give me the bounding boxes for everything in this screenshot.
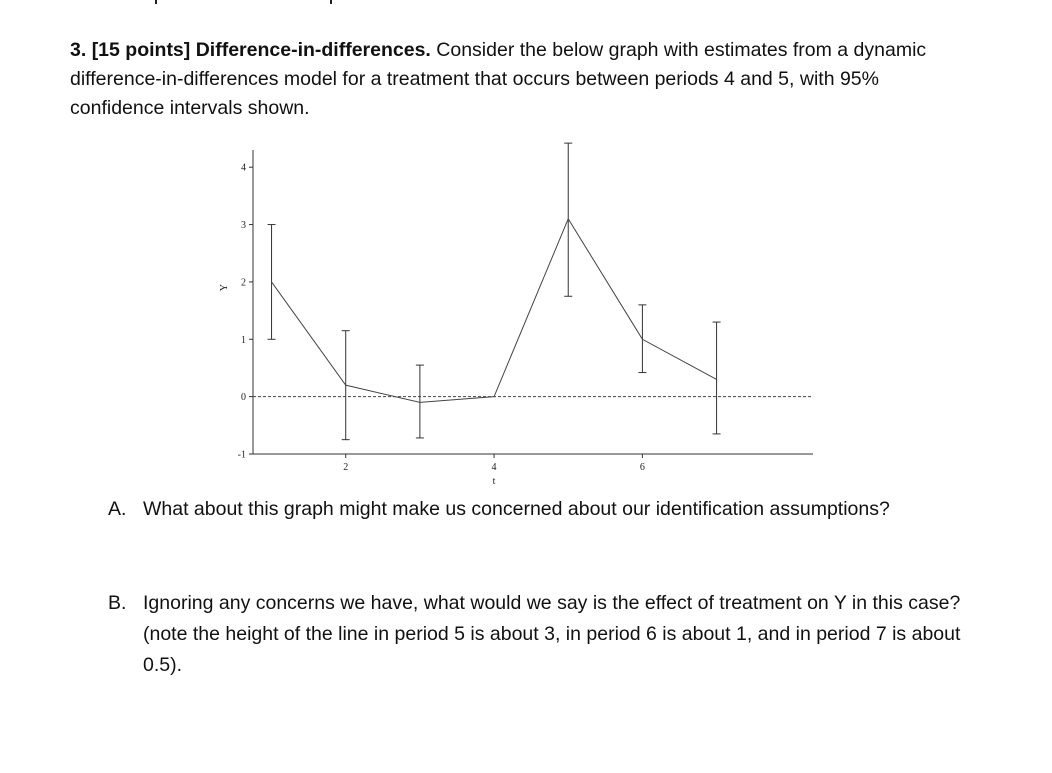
x-tick-label: 2 bbox=[343, 462, 349, 473]
part-b bbox=[108, 588, 968, 681]
y-axis-label: Y bbox=[219, 284, 230, 292]
part-b-text: Ignoring any concerns we have, what would we say is the effect of treatment on Y in this case? (note the height of the line in period 5 is about 3, in period 6 is about 1, and in period 7 is about 0.5). bbox=[143, 592, 961, 676]
x-tick-label: 6 bbox=[639, 462, 645, 473]
x-tick-label: 4 bbox=[491, 462, 497, 473]
question-topic: Difference-in-differences. bbox=[195, 39, 431, 61]
part-a-text: What about this graph might make us concerned about our identification assumptions? bbox=[143, 498, 890, 520]
x-axis-label: t bbox=[492, 476, 496, 487]
y-tick-label: -1 bbox=[237, 449, 246, 461]
question-points: [15 points] bbox=[91, 39, 191, 61]
y-tick-label: 1 bbox=[241, 334, 246, 346]
part-a bbox=[108, 494, 968, 525]
y-tick-label: 2 bbox=[241, 277, 246, 289]
y-tick-label: 0 bbox=[241, 392, 246, 404]
page-edge-mark bbox=[330, 0, 332, 4]
question-number: 3. bbox=[70, 39, 87, 61]
y-tick-label: 4 bbox=[241, 162, 246, 174]
part-a-letter: A. bbox=[108, 498, 127, 520]
did-chart bbox=[205, 130, 825, 490]
part-b-letter: B. bbox=[108, 592, 127, 614]
question-prompt bbox=[70, 36, 970, 123]
estimate-line bbox=[272, 219, 717, 403]
y-tick-label: 3 bbox=[241, 220, 246, 232]
page-edge-mark bbox=[155, 0, 157, 4]
chart-svg bbox=[205, 130, 825, 490]
question-text: Consider the below graph with estimates from a dynamic difference-in-differences model for a treatment that occurs between periods 4 and 5, with 95% confidence intervals shown. bbox=[70, 39, 927, 119]
